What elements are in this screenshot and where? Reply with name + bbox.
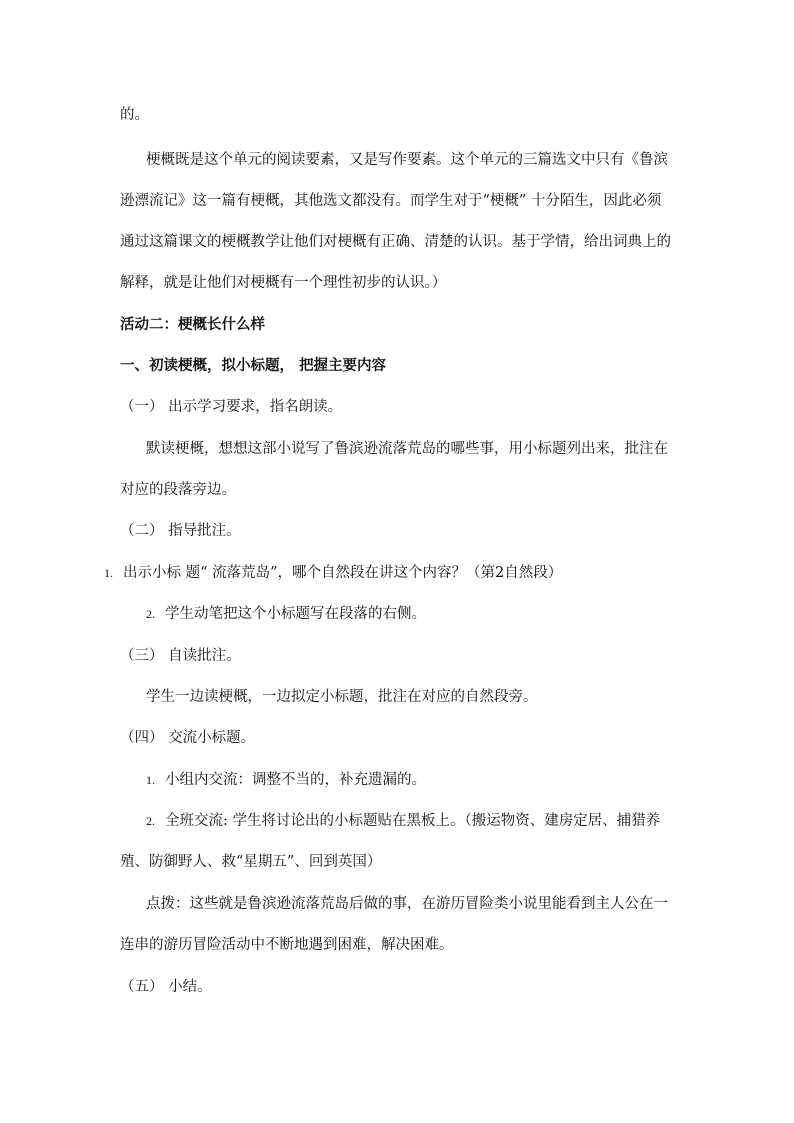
list-item [146,604,426,624]
subsection-heading: （五） 小结。 [120,979,212,995]
subsection-heading: （四） 交流小标题。 [120,730,256,746]
list-text: 全班交流: 学生将讨论出的小标题贴在黑板上。（搬运物资、建房定居、捕猎养 [165,813,661,829]
list-text: 小组内交流：调整不当的，补充遗漏的。 [165,772,426,788]
text-line: 对应的段落旁边。 [120,482,236,498]
section-heading: 一、初读梗概，拟小标题， 把握主要内容 [120,358,387,374]
text-line: 点拨：这些就是鲁滨逊流落荒岛后做的事，在游历冒险类小说里能看到主人公在一 [146,896,668,912]
text-line: 默读梗概，想想这部小说写了鲁滨逊流落荒岛的哪些事，用小标题列出来，批注在 [146,441,668,457]
text-line: 通过这篇课文的梗概教学让他们对梗概有正确、清楚的认识。基于学情，给出词典上的 [120,234,671,250]
list-number: 1. [104,566,113,580]
text-line: 解释，就是让他们对梗概有一个理性初步的认识。） [120,275,447,291]
text-line: 学生一边读梗概，一边拟定小标题，批注在对应的自然段旁。 [146,689,538,705]
text-line: 逊漂流记》这一篇有梗概，其他选文都没有。而学生对于“梗概” 十分陌生，因此必须 [120,193,662,209]
subsection-heading: （三） 自读批注。 [120,648,241,664]
text-line: 的。 [120,107,149,123]
list-text: 学生动笔把这个小标题写在段落的右侧。 [165,606,426,622]
subsection-heading: （一） 出示学习要求，指名朗读。 [120,399,343,415]
list-text: 出示小标 题“ 流落荒岛”，哪个自然段在讲这个内容？（第2自然段） [123,565,563,581]
list-number: 1. [146,773,155,787]
text-line: 连串的游历冒险活动中不断地遇到困难，解决困难。 [120,937,454,953]
list-number: 2. [146,814,155,828]
list-item [104,563,562,583]
text-line: 殖、防御野人、救“星期五”、回到英国） [120,854,382,870]
list-number: 2. [146,607,155,621]
activity-heading: 活动二：梗概长什么样 [120,317,265,333]
list-item [146,811,660,831]
list-item [146,770,426,790]
subsection-heading: （二） 指导批注。 [120,523,241,539]
text-line: 梗概既是这个单元的阅读要素，又是写作要素。这个单元的三篇选文中只有《鲁滨 [146,152,668,168]
